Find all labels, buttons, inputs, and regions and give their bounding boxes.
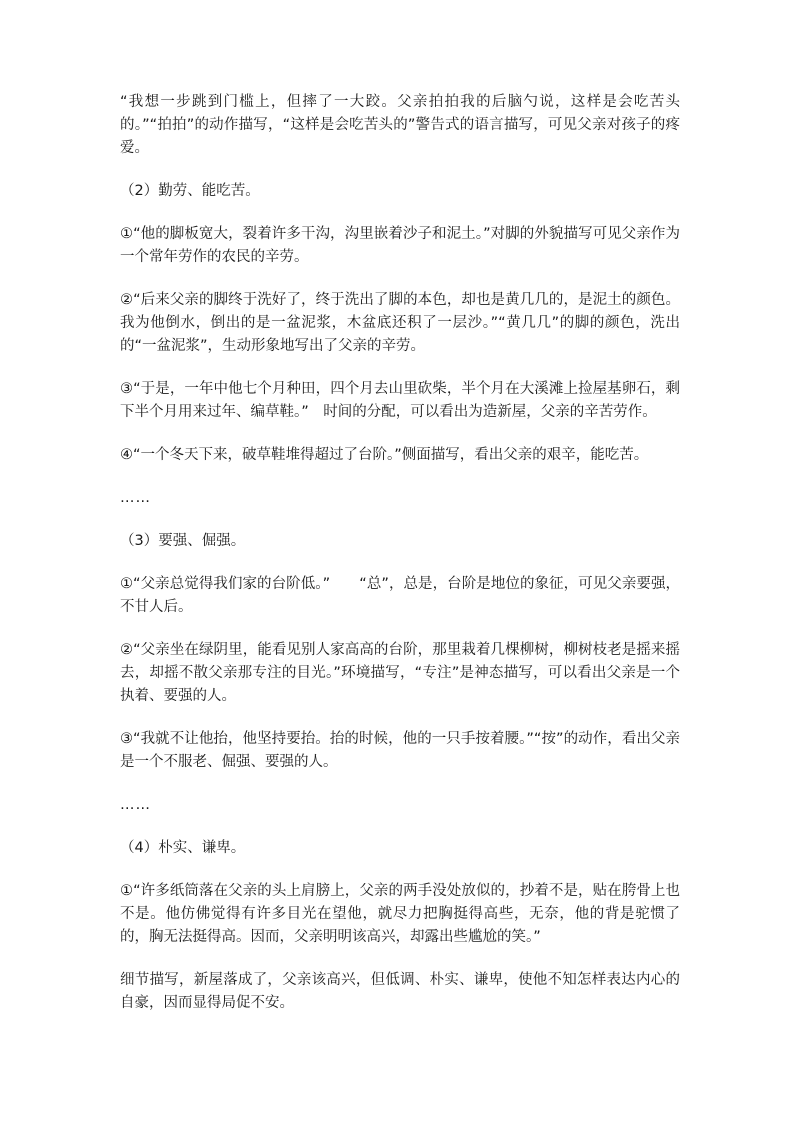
ellipsis-1: …… — [120, 490, 151, 506]
paragraph-intro: “我想一步跳到门槛上，但摔了一大跤。父亲拍拍我的后脑勺说，这样是会吃苦头的。”“拍拍”的动作描写，“这样是会吃苦头的”警告式的语言描写，可见父亲对孩子的疼爱。 — [120, 94, 680, 156]
section-heading-4: （4）朴实、谦卑。 — [120, 840, 246, 856]
ellipsis-2: …… — [120, 797, 151, 813]
paragraph-2-4: ④“一个冬天下来，破草鞋堆得超过了台阶。”侧面描写，看出父亲的艰辛，能吃苦。 — [120, 447, 649, 463]
section-heading-3: （3）要强、倔强。 — [120, 533, 246, 549]
paragraph-2-1: ①“他的脚板宽大，裂着许多干沟，沟里嵌着沙子和泥土。”对脚的外貌描写可见父亲作为一个常年劳作的农民的辛劳。 — [120, 226, 680, 265]
paragraph-3-2: ②“父亲坐在绿阴里，能看见别人家高高的台阶，那里栽着几棵柳树，柳树枝老是摇来摇去，却摇不散父亲那专注的目光。”环境描写，“专注”是神态描写，可以看出父亲是一个执着、要强的人。 — [120, 642, 680, 704]
paragraph-2-3: ③“于是，一年中他七个月种田，四个月去山里砍柴，半个月在大溪滩上捡屋基卵石，剩下半个月用来过年、编草鞋。” 时间的分配，可以看出为造新屋，父亲的辛苦劳作。 — [120, 381, 680, 420]
paragraph-2-2: ②“后来父亲的脚终于洗好了，终于洗出了脚的本色，却也是黄几几的，是泥土的颜色。我为他倒水，倒出的是一盆泥浆，木盆底还积了一层沙。”“黄几几”的脚的颜色，洗出的“一盆泥浆”，生动形象地写出了父亲的辛劳。 — [120, 292, 680, 354]
paragraph-3-3: ③“我就不让他抬，他坚持要抬。抬的时候，他的一只手按着腰。”“按”的动作，看出父亲是一个不服老、倔强、要强的人。 — [120, 731, 680, 770]
document-body — [120, 91, 680, 1035]
paragraph-4-2: 细节描写，新屋落成了，父亲该高兴，但低调、朴实、谦卑，使他不知怎样表达内心的自豪，因而显得局促不安。 — [120, 972, 680, 1011]
paragraph-4-1: ①“许多纸筒落在父亲的头上肩膀上，父亲的两手没处放似的，抄着不是，贴在胯骨上也不是。他仿佛觉得有许多目光在望他，就尽力把胸挺得高些，无奈，他的背是驼惯了的，胸无法挺得高。因而，父亲明明该高兴，却露出些尴尬的笑。” — [120, 883, 680, 945]
section-heading-2: （2）勤劳、能吃苦。 — [120, 183, 260, 199]
paragraph-3-1: ①“父亲总觉得我们家的台阶低。” “总”，总是，台阶是地位的象征，可见父亲要强，不甘人后。 — [120, 576, 680, 615]
